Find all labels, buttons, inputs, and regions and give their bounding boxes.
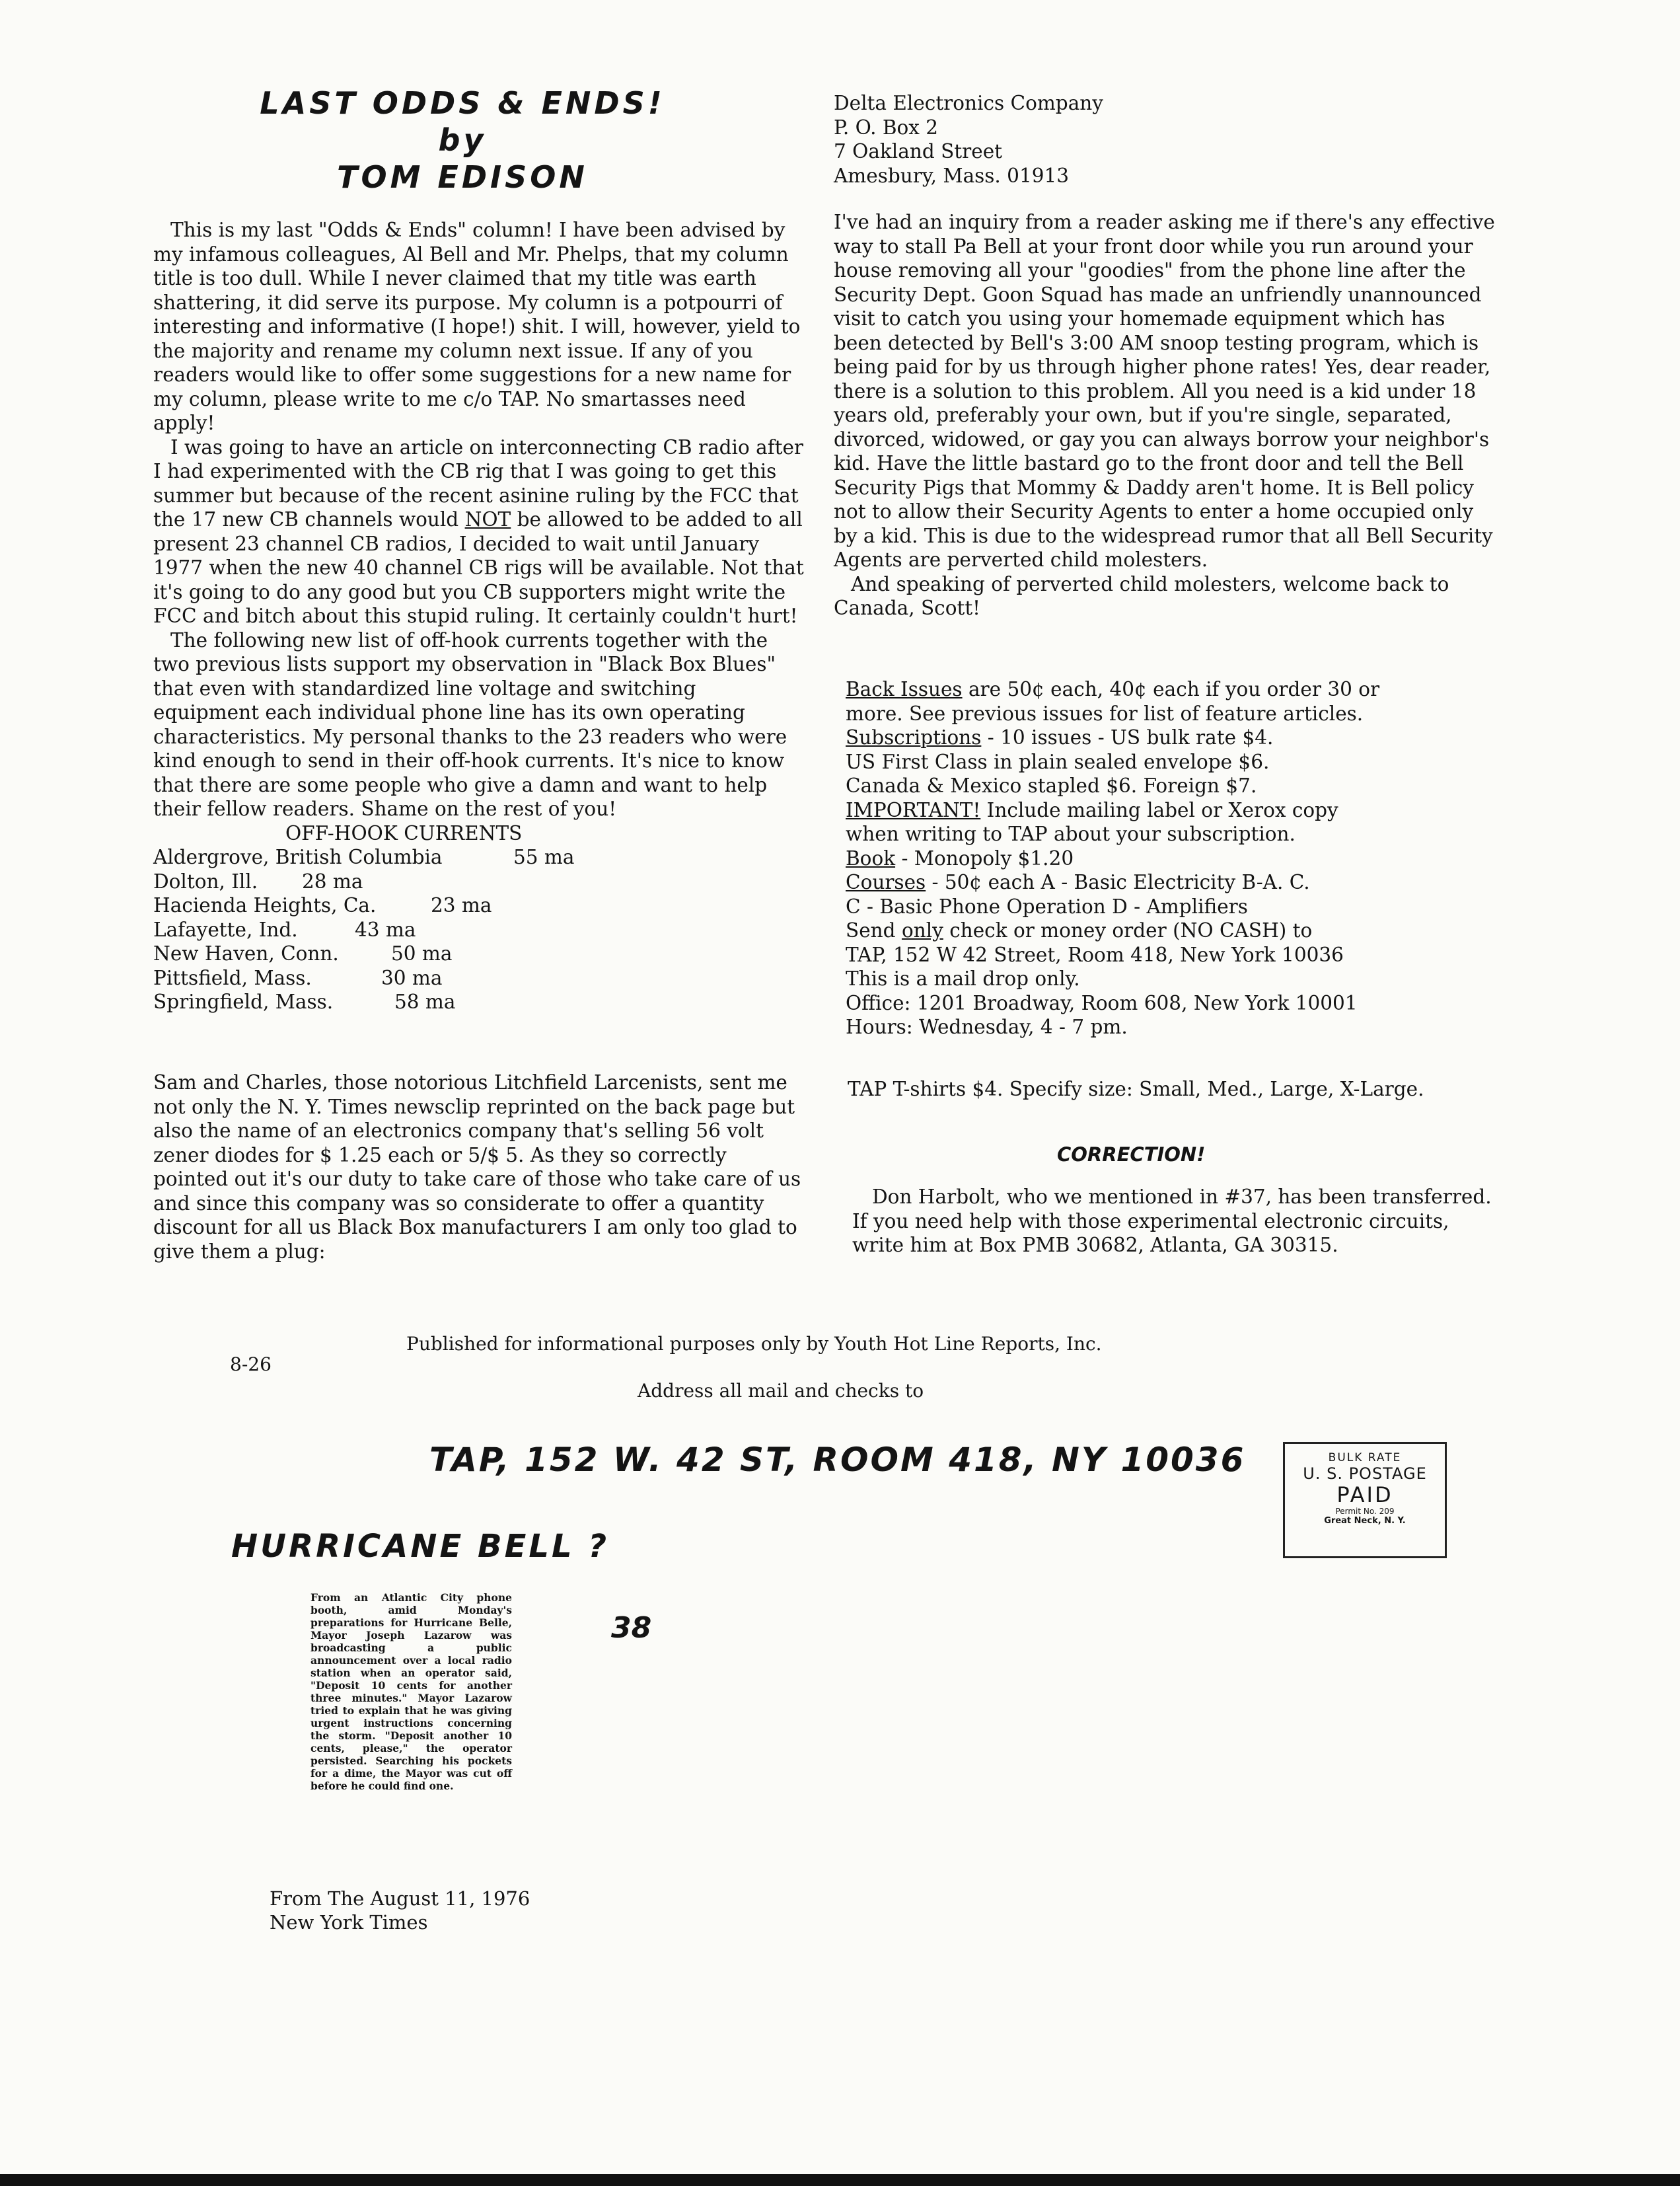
right-column-text <box>834 210 1498 621</box>
title-line-1: LAST ODDS & ENDS! <box>260 85 665 121</box>
title-line-2: by <box>438 122 487 158</box>
postage-stamp: BULK RATE U. S. POSTAGE PAID Permit No. 209 Great Neck, N. Y. <box>1283 1442 1447 1558</box>
address-note: Address all mail and checks to <box>638 1380 924 1402</box>
cb-paragraph: I was going to have an article on interconnecting CB radio after I had experimented with the CB rig that I was going to get this summer but because of the recent asinine ruling by the FCC that the 17 new CB channels would NOT be allowed to be added to all present 23 channel CB radios, I decided to wait until January 1977 when the new 40 channel CB rigs will be available. Not that it's going to do any good but you CB supporters might write the FCC and bitch about this stupid ruling. It certainly couldn't hurt! <box>153 435 804 627</box>
left-column <box>153 218 804 1014</box>
subscriptions-label: Subscriptions <box>846 726 982 749</box>
ohc-row: Dolton, Ill. 28 ma <box>153 870 363 893</box>
ohc-list <box>153 845 804 1014</box>
subscription-info: Back Issues are 50¢ each, 40¢ each if you order 30 or more. See previous issues for list of feature articles. Subscriptions - 10 issues - US bulk rate $4. US First Class in plain sealed envelope $6. Canada & Mexico stapled $6. Foreign $7. IMPORTANT! Include mailing label or Xerox copy when writing to TAP about your subscription. Book - Monopoly $1.20 Courses - 50¢ each A - Basic Electricity B-A. C. C - Basic Phone Operation D - Amplifiers Send only check or money order (NO CASH) to TAP, 152 W 42 Street, Room 418, New York 10036 This is a mail drop only. Office: 1201 Broadway, Room 608, New York 10001 Hours: Wednesday, 4 - 7 pm. <box>846 678 1380 1038</box>
ohc-row: Springfield, Mass. 58 ma <box>153 991 456 1013</box>
bottom-edge-bar <box>0 2174 1680 2186</box>
correction-paragraph: Don Harbolt, who we mentioned in #37, has been transferred. If you need help with those experimental electronic circuits, write him at Box PMB 30682, Atlanta, GA 30315. <box>852 1186 1492 1256</box>
hurricane-title: HURRICANE BELL ? <box>231 1528 610 1565</box>
only-emphasis: only <box>901 919 943 942</box>
ohc-row: New Haven, Conn. 50 ma <box>153 942 453 965</box>
ohc-row: Aldergrove, British Columbia 55 ma <box>153 846 575 868</box>
ohc-row: Hacienda Heights, Ca. 23 ma <box>153 894 492 917</box>
larcenists-paragraph: Sam and Charles, those notorious Litchfield Larcenists, sent me not only the N. Y. Times newsclip reprinted on the back page but also the name of an electronics company that's selling 56 volt zener diodes for $ 1.25 each or 5/$ 5. As they so correctly pointed out it's our duty to take care of those who take care of us and since this company was so considerate to offer a quantity discount for all us Black Box manufacturers I am only too glad to give them a plug: <box>153 1071 801 1263</box>
important-label: IMPORTANT! <box>846 798 981 821</box>
ohc-title: OFF-HOOK CURRENTS <box>285 821 523 845</box>
issue-number: 38 <box>611 1611 652 1645</box>
inquiry-paragraph: I've had an inquiry from a reader asking me if there's any effective way to stall Pa Bell at your front door while you run around your house removing all your "goodies" from the phone line after the Security Dept. Goon Squad has made an unfriendly unannounced visit to catch you using your homemade equipment which has been detected by Bell's 3:00 AM snoop testing program, which is being paid for by us through higher phone rates! Yes, dear reader, there is a solution to this problem. All you need is a kid under 18 years old, preferably your own, but if you're single, separated, divorced, widowed, or gay you can always borrow your neighbor's kid. Have the little bastard go to the front door and tell the Bell Security Pigs that Mommy & Daddy aren't home. It is Bell policy not to allow their Security Agents to enter a home occupied only by a kid. This is due to the widespread rumor that all Bell Security Agents are perverted child molesters. <box>834 211 1495 571</box>
molesters-paragraph: And speaking of perverted child molesters, welcome back to Canada, Scott! <box>834 572 1449 619</box>
title-line-3: TOM EDISON <box>337 159 588 195</box>
correction-title: CORRECTION! <box>1057 1143 1206 1166</box>
delta-address: Delta Electronics Company P. O. Box 2 7 Oakland Street Amesbury, Mass. 01913 <box>834 92 1103 187</box>
ohc-row: Lafayette, Ind. 43 ma <box>153 918 416 941</box>
courses-label: Courses <box>846 871 926 893</box>
page-code: 8-26 <box>230 1353 272 1375</box>
book-label: Book <box>846 847 896 870</box>
ohc-row: Pittsfield, Mass. 30 ma <box>153 966 443 989</box>
intro-paragraph: This is my last "Odds & Ends" column! I have been advised by my infamous colleagues, Al Bell and Mr. Phelps, that my column title is too dull. While I never claimed that my title was earth shattering, it did serve its purpose. My column is a potpourri of interesting and informative (I hope!) shit. I will, however, yield to the majority and rename my column next issue. If any of you readers would like to offer some suggestions for a new name for my column, please write to me c/o TAP. No smartasses need apply! <box>153 219 801 434</box>
newspaper-clipping: From an Atlantic City phone booth, amid Monday's preparations for Hurricane Belle, Mayor Joseph Lazarow was broadcasting a public announcement over a local radio station when an operator said, "Deposit 10 cents for another three minutes." Mayor Lazarow tried to explain that he was giving urgent instructions concerning the storm. "Deposit another 10 cents, please," the operator persisted. Searching his pockets for a dime, the Mayor was cut off before he could find one. <box>310 1591 512 1792</box>
source-credit: From The August 11, 1976 New York Times <box>270 1887 530 1934</box>
not-emphasis: NOT <box>464 508 511 531</box>
article-title <box>198 85 727 196</box>
tshirts-line: TAP T-shirts $4. Specify size: Small, Med., Large, X-Large. <box>848 1078 1424 1100</box>
tap-big-address: TAP, 152 W. 42 ST, ROOM 418, NY 10036 <box>429 1441 1246 1479</box>
currents-paragraph: The following new list of off-hook currents together with the two previous lists support my observation in "Black Box Blues" that even with standardized line voltage and switching equipment each individual phone line has its own operating characteristics. My personal thanks to the 23 readers who were kind enough to send in their off-hook currents. It's nice to know that there are some people who give a damn and want to help their fellow readers. Shame on the rest of you! <box>153 628 787 820</box>
publisher-line: Published for informational purposes only by Youth Hot Line Reports, Inc. <box>406 1333 1102 1355</box>
back-issues-label: Back Issues <box>846 678 963 700</box>
